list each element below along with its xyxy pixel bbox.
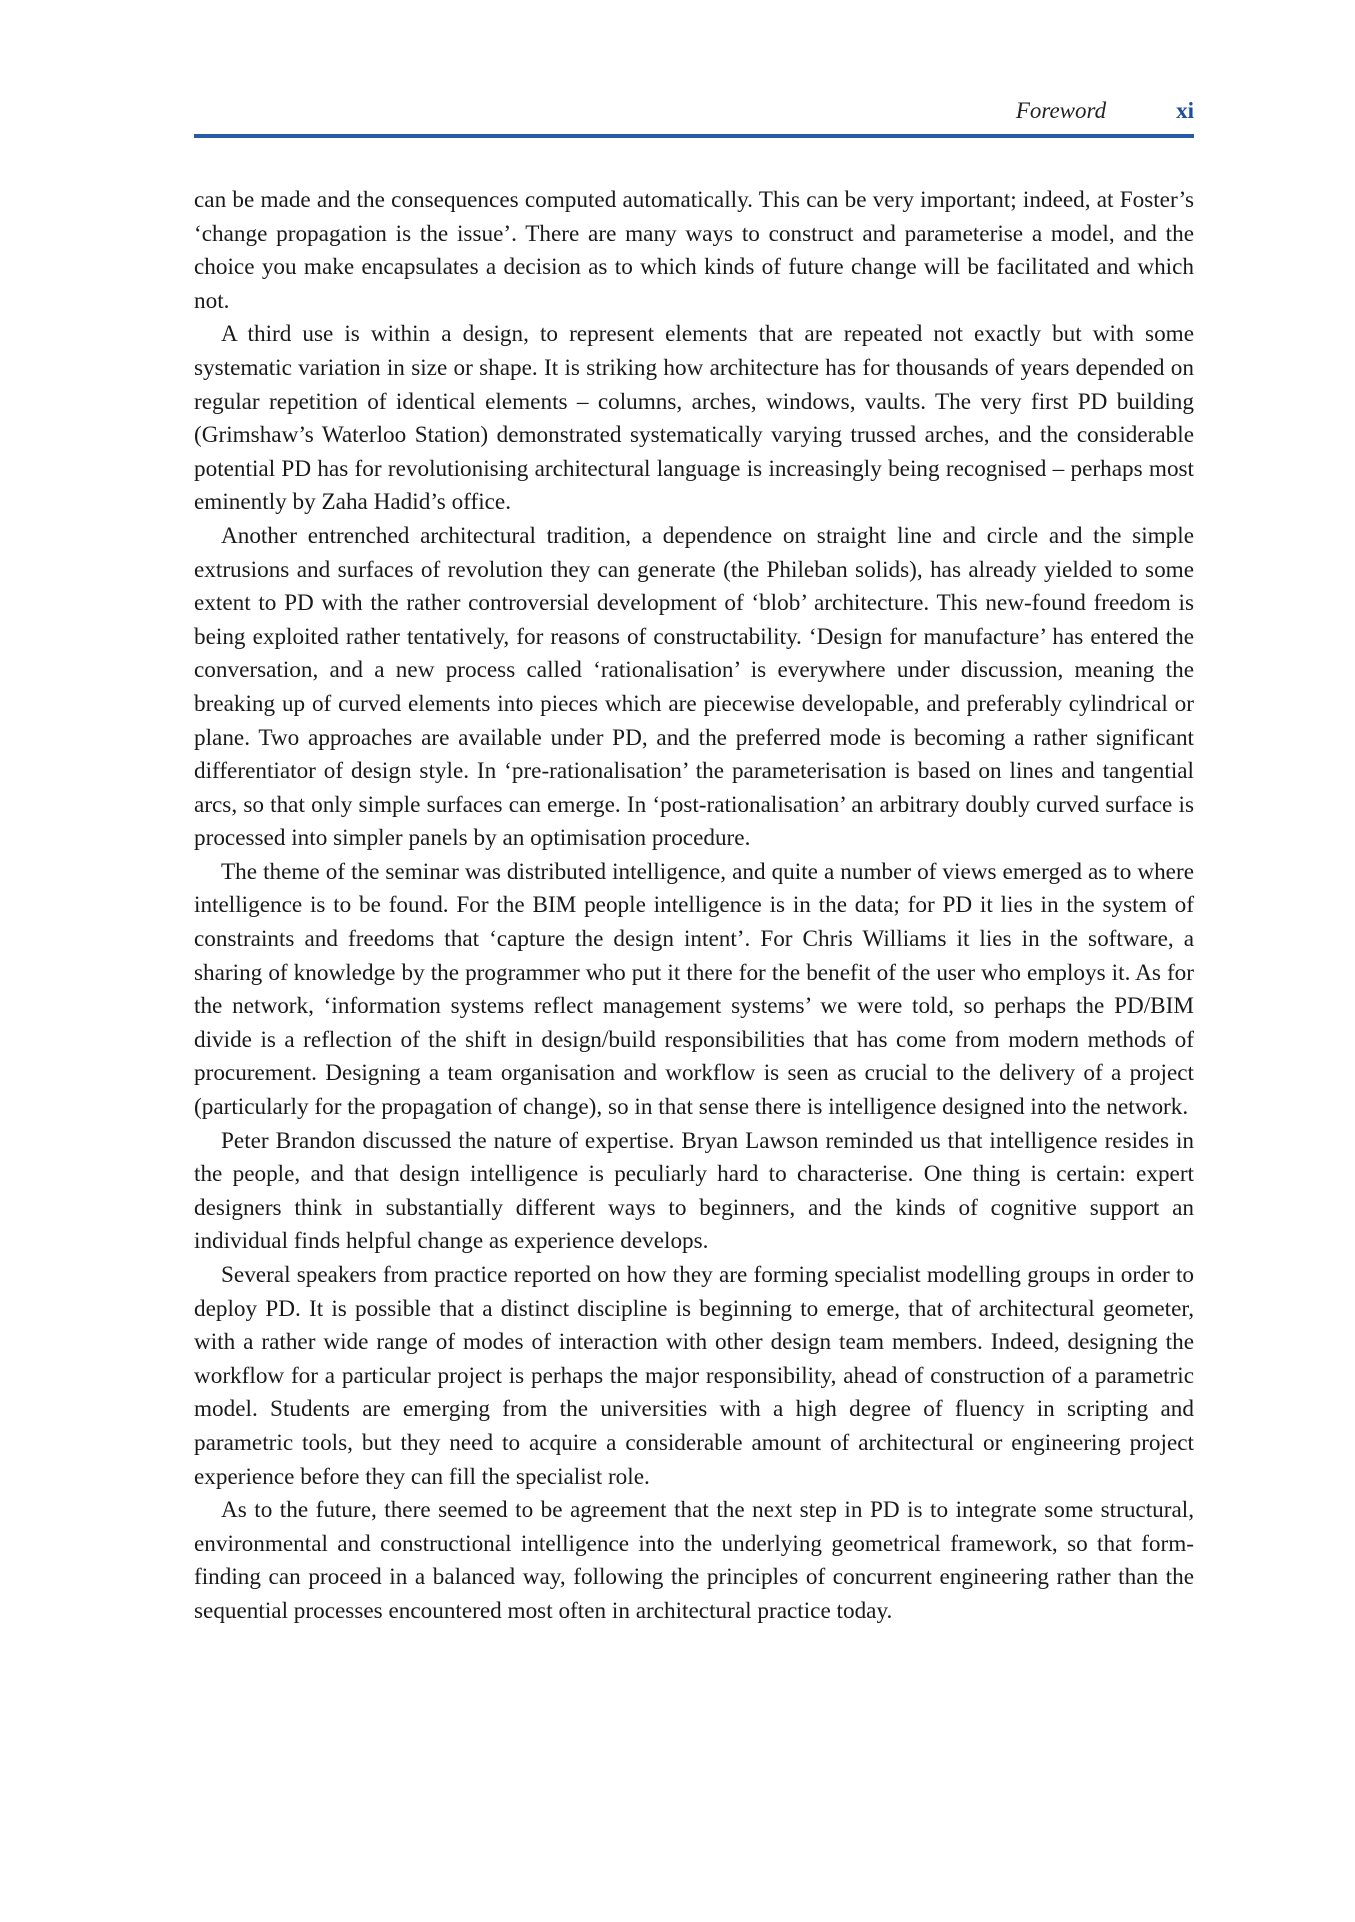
paragraph-6: Several speakers from practice reported on how they are forming specialist modelling groups in order to deploy PD. It is possible that a distinct discipline is beginning to emerge, that of architectural geometer, with a rather wide range of modes of interaction with other design team members. Indeed, designing the workflow for a particular project is perhaps the major responsibility, ahead of construction of a parametric model. Students are emerging from the universities with a high degree of fluency in scripting and parametric tools, but they need to acquire a considerable amount of architectural or engineering project experience before they can fill the specialist role. xyxy=(194,1262,1194,1490)
paragraph-2: A third use is within a design, to represent elements that are repeated not exactly but with some systematic variation in size or shape. It is striking how architecture has for thousands of years depended on regular repetition of identical elements – columns, arches, windows, vaults. The very first PD building (Grimshaw’s Waterloo Station) demonstrated systematically varying trussed arches, and the considerable potential PD has for revolutionising architectural language is increasingly being recognised – perhaps most eminently by Zaha Hadid’s office. xyxy=(194,321,1194,516)
paragraph-3: Another entrenched architectural tradition, a dependence on straight line and circle and the simple extrusions and surfaces of revolution they can generate (the Phileban solids), has already yielded to some extent to PD with the rather controversial development of ‘blob’ architecture. This new-found freedom is being exploited rather tentatively, for reasons of constructability. ‘Design for manufacture’ has entered the conversation, and a new process called ‘rationalisation’ is everywhere under discussion, meaning the breaking up of curved elements into pieces which are piecewise developable, and preferably cylindrical or plane. Two approaches are available under PD, and the preferred mode is becoming a rather significant differentiator of design style. In ‘pre-rationalisation’ the parameterisation is based on lines and tangential arcs, so that only simple surfaces can emerge. In ‘post-rationalisation’ an arbitrary doubly curved surface is processed into simpler panels by an optimisation procedure. xyxy=(194,522,1194,852)
paragraph-4: The theme of the seminar was distributed intelligence, and quite a number of views emerged as to where intelligence is to be found. For the BIM people intelligence is in the data; for PD it lies in the system of constraints and freedoms that ‘capture the design intent’. For Chris Williams it lies in the software, a sharing of knowledge by the programmer who put it there for the benefit of the user who employs it. As for the network, ‘information systems reflect management systems’ we were told, so perhaps the PD/BIM divide is a reflection of the shift in design/build responsibilities that has come from modern methods of procurement. Designing a team organisation and workflow is seen as crucial to the delivery of a project (particularly for the propagation of change), so in that sense there is intelligence designed into the network. xyxy=(194,858,1194,1121)
running-title: Foreword xyxy=(1015,98,1107,123)
running-head xyxy=(194,98,1194,132)
page-number: xi xyxy=(1176,98,1194,123)
paragraph-5: Peter Brandon discussed the nature of expertise. Bryan Lawson reminded us that intelligence resides in the people, and that design intelligence is peculiarly hard to characterise. One thing is certain: expert designers think in substantially different ways to beginners, and the kinds of cognitive support an individual finds helpful change as experience develops. xyxy=(194,1127,1194,1255)
header-rule xyxy=(194,134,1194,138)
paragraph-1: can be made and the consequences computed automatically. This can be very important; indeed, at Foster’s ‘change propagation is the issue’. There are many ways to construct and parameterise a model, and the choice you make encapsulates a decision as to which kinds of future change will be facilitated and which not. xyxy=(194,187,1194,314)
paragraph-7: As to the future, there seemed to be agreement that the next step in PD is to integrate some structural, environmental and constructional intelligence into the underlying geometrical framework, so that form-finding can proceed in a balanced way, following the principles of concurrent engineering rather than the sequential processes encountered most often in architectural practice today. xyxy=(194,1497,1194,1624)
body-text xyxy=(194,184,1194,1629)
